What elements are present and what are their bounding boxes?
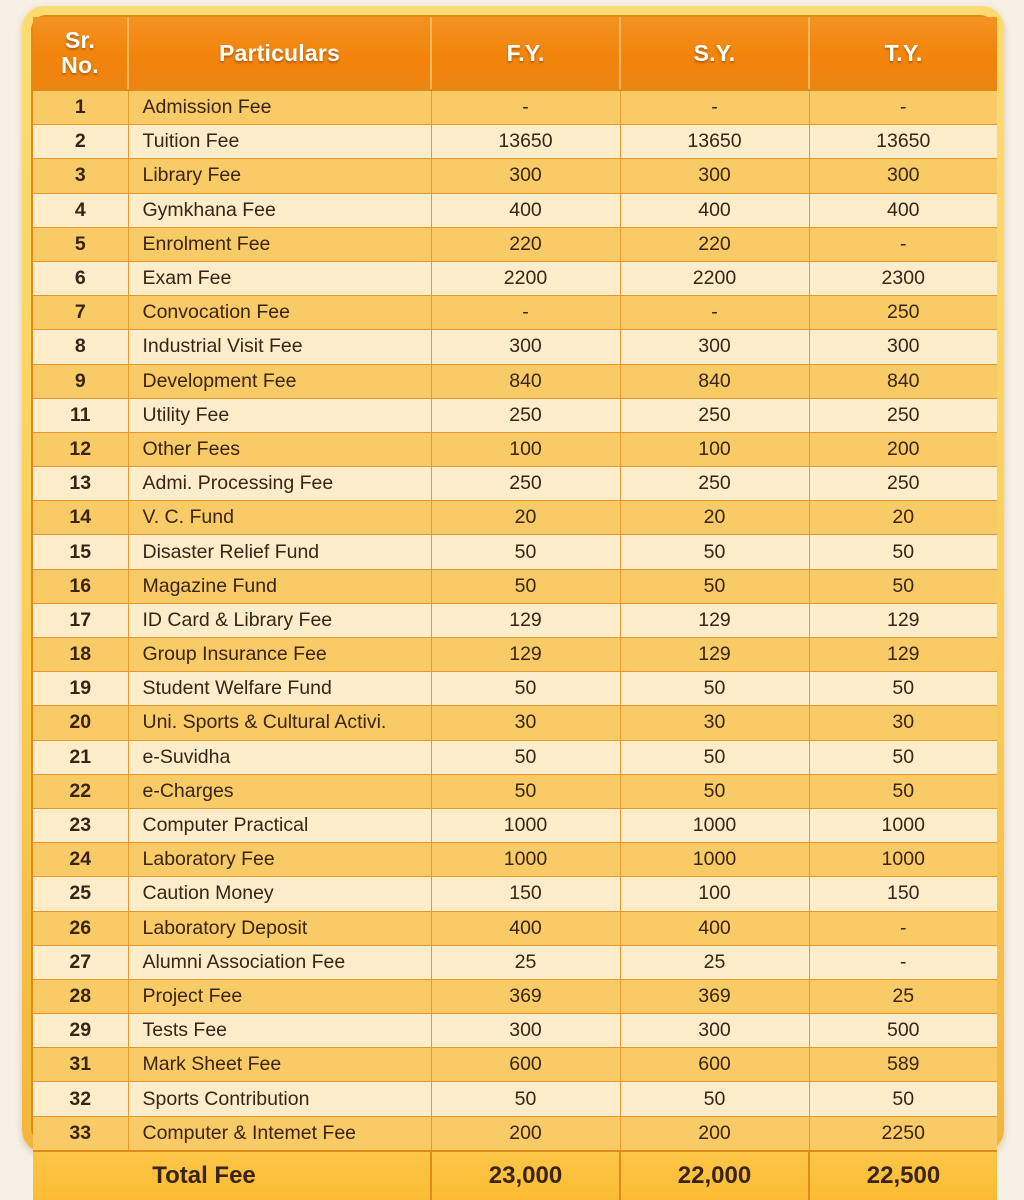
table-row <box>33 877 997 911</box>
cell-fy-amount: 50 <box>431 1082 620 1116</box>
cell-fy-amount: 150 <box>431 877 620 911</box>
table-row <box>33 1048 997 1082</box>
cell-ty-amount: 50 <box>809 672 997 706</box>
cell-fy-amount: 300 <box>431 159 620 193</box>
cell-particular: Group Insurance Fee <box>128 638 431 672</box>
cell-particular: Student Welfare Fund <box>128 672 431 706</box>
total-fee-ty: 22,500 <box>809 1151 997 1200</box>
cell-sr-no: 31 <box>33 1048 128 1082</box>
cell-particular: e-Charges <box>128 774 431 808</box>
cell-sy-amount: 200 <box>620 1116 809 1151</box>
cell-sr-no: 12 <box>33 432 128 466</box>
cell-fy-amount: 369 <box>431 979 620 1013</box>
table-row <box>33 125 997 159</box>
cell-ty-amount: 2300 <box>809 261 997 295</box>
table-row <box>33 398 997 432</box>
cell-sy-amount: - <box>620 296 809 330</box>
cell-sr-no: 8 <box>33 330 128 364</box>
cell-sy-amount: 250 <box>620 467 809 501</box>
cell-particular: Library Fee <box>128 159 431 193</box>
cell-ty-amount: 250 <box>809 398 997 432</box>
cell-sr-no: 25 <box>33 877 128 911</box>
cell-sy-amount: 25 <box>620 945 809 979</box>
table-row <box>33 945 997 979</box>
cell-ty-amount: 500 <box>809 1014 997 1048</box>
table-footer <box>33 1151 997 1200</box>
cell-fy-amount: 840 <box>431 364 620 398</box>
cell-particular: Magazine Fund <box>128 569 431 603</box>
column-header-sy: S.Y. <box>620 17 809 90</box>
cell-fy-amount: 50 <box>431 569 620 603</box>
table-row <box>33 638 997 672</box>
cell-ty-amount: 129 <box>809 638 997 672</box>
cell-sr-no: 1 <box>33 90 128 125</box>
cell-ty-amount: 50 <box>809 774 997 808</box>
cell-fy-amount: 600 <box>431 1048 620 1082</box>
cell-fy-amount: 13650 <box>431 125 620 159</box>
table-inner-frame <box>31 15 995 1189</box>
table-row <box>33 501 997 535</box>
table-row <box>33 774 997 808</box>
cell-ty-amount: 300 <box>809 159 997 193</box>
column-header-particulars: Particulars <box>128 17 431 90</box>
cell-fy-amount: - <box>431 90 620 125</box>
cell-sr-no: 2 <box>33 125 128 159</box>
cell-particular: Laboratory Deposit <box>128 911 431 945</box>
cell-sy-amount: 300 <box>620 1014 809 1048</box>
table-row <box>33 808 997 842</box>
cell-sy-amount: - <box>620 90 809 125</box>
column-header-ty: T.Y. <box>809 17 997 90</box>
cell-particular: Admission Fee <box>128 90 431 125</box>
cell-sy-amount: 50 <box>620 535 809 569</box>
cell-sr-no: 13 <box>33 467 128 501</box>
cell-particular: e-Suvidha <box>128 740 431 774</box>
column-header-fy: F.Y. <box>431 17 620 90</box>
table-row <box>33 261 997 295</box>
table-row <box>33 569 997 603</box>
header-sr-line2: No. <box>61 52 99 78</box>
cell-sy-amount: 840 <box>620 364 809 398</box>
cell-particular: Laboratory Fee <box>128 843 431 877</box>
cell-fy-amount: - <box>431 296 620 330</box>
cell-fy-amount: 30 <box>431 706 620 740</box>
cell-fy-amount: 1000 <box>431 808 620 842</box>
cell-sy-amount: 129 <box>620 603 809 637</box>
cell-particular: Industrial Visit Fee <box>128 330 431 364</box>
cell-ty-amount: 2250 <box>809 1116 997 1151</box>
cell-sy-amount: 2200 <box>620 261 809 295</box>
table-row <box>33 159 997 193</box>
table-row <box>33 364 997 398</box>
cell-fy-amount: 100 <box>431 432 620 466</box>
table-row <box>33 467 997 501</box>
cell-ty-amount: 150 <box>809 877 997 911</box>
cell-sy-amount: 300 <box>620 330 809 364</box>
cell-ty-amount: 200 <box>809 432 997 466</box>
header-sr-line1: Sr. <box>64 27 95 54</box>
cell-sr-no: 24 <box>33 843 128 877</box>
cell-ty-amount: 250 <box>809 467 997 501</box>
cell-ty-amount: 589 <box>809 1048 997 1082</box>
cell-sr-no: 11 <box>33 398 128 432</box>
cell-fy-amount: 25 <box>431 945 620 979</box>
cell-particular: Uni. Sports & Cultural Activi. <box>128 706 431 740</box>
cell-sy-amount: 50 <box>620 1082 809 1116</box>
cell-particular: Utility Fee <box>128 398 431 432</box>
cell-particular: Tests Fee <box>128 1014 431 1048</box>
cell-ty-amount: 300 <box>809 330 997 364</box>
table-row <box>33 1014 997 1048</box>
cell-sr-no: 32 <box>33 1082 128 1116</box>
header-row <box>33 17 997 90</box>
cell-sy-amount: 50 <box>620 774 809 808</box>
cell-fy-amount: 250 <box>431 467 620 501</box>
column-header-sr-no <box>33 17 128 90</box>
cell-fy-amount: 50 <box>431 774 620 808</box>
table-row <box>33 1116 997 1151</box>
cell-sy-amount: 600 <box>620 1048 809 1082</box>
table-row <box>33 193 997 227</box>
cell-ty-amount: - <box>809 945 997 979</box>
cell-sr-no: 33 <box>33 1116 128 1151</box>
cell-ty-amount: 250 <box>809 296 997 330</box>
cell-particular: V. C. Fund <box>128 501 431 535</box>
cell-sy-amount: 13650 <box>620 125 809 159</box>
cell-sr-no: 17 <box>33 603 128 637</box>
cell-particular: Tuition Fee <box>128 125 431 159</box>
table-row <box>33 672 997 706</box>
table-row <box>33 227 997 261</box>
cell-ty-amount: 1000 <box>809 808 997 842</box>
cell-sr-no: 3 <box>33 159 128 193</box>
cell-sy-amount: 30 <box>620 706 809 740</box>
cell-ty-amount: 129 <box>809 603 997 637</box>
cell-ty-amount: - <box>809 227 997 261</box>
cell-fy-amount: 400 <box>431 911 620 945</box>
cell-sr-no: 28 <box>33 979 128 1013</box>
cell-particular: Alumni Association Fee <box>128 945 431 979</box>
cell-particular: Enrolment Fee <box>128 227 431 261</box>
total-fee-row <box>33 1151 997 1200</box>
cell-sr-no: 14 <box>33 501 128 535</box>
table-header <box>33 17 997 90</box>
cell-sy-amount: 1000 <box>620 843 809 877</box>
table-row <box>33 843 997 877</box>
cell-particular: Computer & Intemet Fee <box>128 1116 431 1151</box>
cell-sr-no: 21 <box>33 740 128 774</box>
table-row <box>33 1082 997 1116</box>
cell-particular: ID Card & Library Fee <box>128 603 431 637</box>
cell-sr-no: 18 <box>33 638 128 672</box>
cell-particular: Gymkhana Fee <box>128 193 431 227</box>
cell-ty-amount: 50 <box>809 740 997 774</box>
total-fee-fy: 23,000 <box>431 1151 620 1200</box>
cell-fy-amount: 50 <box>431 740 620 774</box>
cell-fy-amount: 129 <box>431 603 620 637</box>
cell-ty-amount: - <box>809 90 997 125</box>
table-row <box>33 535 997 569</box>
cell-ty-amount: 1000 <box>809 843 997 877</box>
cell-particular: Other Fees <box>128 432 431 466</box>
cell-sr-no: 23 <box>33 808 128 842</box>
cell-sr-no: 16 <box>33 569 128 603</box>
cell-sy-amount: 400 <box>620 911 809 945</box>
cell-sr-no: 7 <box>33 296 128 330</box>
cell-ty-amount: 50 <box>809 1082 997 1116</box>
cell-sy-amount: 50 <box>620 740 809 774</box>
cell-sr-no: 29 <box>33 1014 128 1048</box>
cell-sr-no: 4 <box>33 193 128 227</box>
table-body <box>33 90 997 1151</box>
cell-fy-amount: 200 <box>431 1116 620 1151</box>
cell-fy-amount: 20 <box>431 501 620 535</box>
cell-sy-amount: 300 <box>620 159 809 193</box>
cell-sy-amount: 50 <box>620 672 809 706</box>
table-row <box>33 979 997 1013</box>
cell-sy-amount: 220 <box>620 227 809 261</box>
cell-sr-no: 15 <box>33 535 128 569</box>
table-row <box>33 911 997 945</box>
cell-fy-amount: 300 <box>431 1014 620 1048</box>
cell-sr-no: 20 <box>33 706 128 740</box>
cell-sy-amount: 1000 <box>620 808 809 842</box>
table-row <box>33 603 997 637</box>
cell-particular: Caution Money <box>128 877 431 911</box>
cell-particular: Admi. Processing Fee <box>128 467 431 501</box>
cell-fy-amount: 220 <box>431 227 620 261</box>
cell-particular: Development Fee <box>128 364 431 398</box>
table-row <box>33 706 997 740</box>
cell-ty-amount: 25 <box>809 979 997 1013</box>
cell-sy-amount: 50 <box>620 569 809 603</box>
total-fee-sy: 22,000 <box>620 1151 809 1200</box>
cell-sy-amount: 100 <box>620 877 809 911</box>
cell-particular: Mark Sheet Fee <box>128 1048 431 1082</box>
cell-ty-amount: 20 <box>809 501 997 535</box>
cell-particular: Project Fee <box>128 979 431 1013</box>
cell-sr-no: 6 <box>33 261 128 295</box>
cell-ty-amount: 50 <box>809 535 997 569</box>
table-outer-frame <box>22 6 1004 1189</box>
table-row <box>33 432 997 466</box>
cell-sy-amount: 369 <box>620 979 809 1013</box>
cell-fy-amount: 1000 <box>431 843 620 877</box>
cell-sr-no: 19 <box>33 672 128 706</box>
cell-particular: Computer Practical <box>128 808 431 842</box>
cell-ty-amount: 13650 <box>809 125 997 159</box>
total-fee-label: Total Fee <box>33 1151 431 1200</box>
cell-ty-amount: 840 <box>809 364 997 398</box>
cell-sr-no: 22 <box>33 774 128 808</box>
fee-structure-table <box>33 17 997 1200</box>
table-row <box>33 740 997 774</box>
cell-sy-amount: 20 <box>620 501 809 535</box>
cell-particular: Sports Contribution <box>128 1082 431 1116</box>
cell-fy-amount: 50 <box>431 672 620 706</box>
cell-sy-amount: 129 <box>620 638 809 672</box>
cell-fy-amount: 400 <box>431 193 620 227</box>
cell-sy-amount: 400 <box>620 193 809 227</box>
cell-sr-no: 5 <box>33 227 128 261</box>
cell-fy-amount: 300 <box>431 330 620 364</box>
table-row <box>33 90 997 125</box>
cell-sr-no: 9 <box>33 364 128 398</box>
cell-ty-amount: 30 <box>809 706 997 740</box>
cell-sy-amount: 250 <box>620 398 809 432</box>
cell-ty-amount: - <box>809 911 997 945</box>
cell-particular: Disaster Relief Fund <box>128 535 431 569</box>
cell-fy-amount: 50 <box>431 535 620 569</box>
cell-particular: Exam Fee <box>128 261 431 295</box>
cell-sr-no: 27 <box>33 945 128 979</box>
cell-fy-amount: 129 <box>431 638 620 672</box>
table-row <box>33 296 997 330</box>
cell-ty-amount: 400 <box>809 193 997 227</box>
cell-fy-amount: 250 <box>431 398 620 432</box>
cell-ty-amount: 50 <box>809 569 997 603</box>
cell-sy-amount: 100 <box>620 432 809 466</box>
cell-particular: Convocation Fee <box>128 296 431 330</box>
cell-fy-amount: 2200 <box>431 261 620 295</box>
cell-sr-no: 26 <box>33 911 128 945</box>
table-row <box>33 330 997 364</box>
